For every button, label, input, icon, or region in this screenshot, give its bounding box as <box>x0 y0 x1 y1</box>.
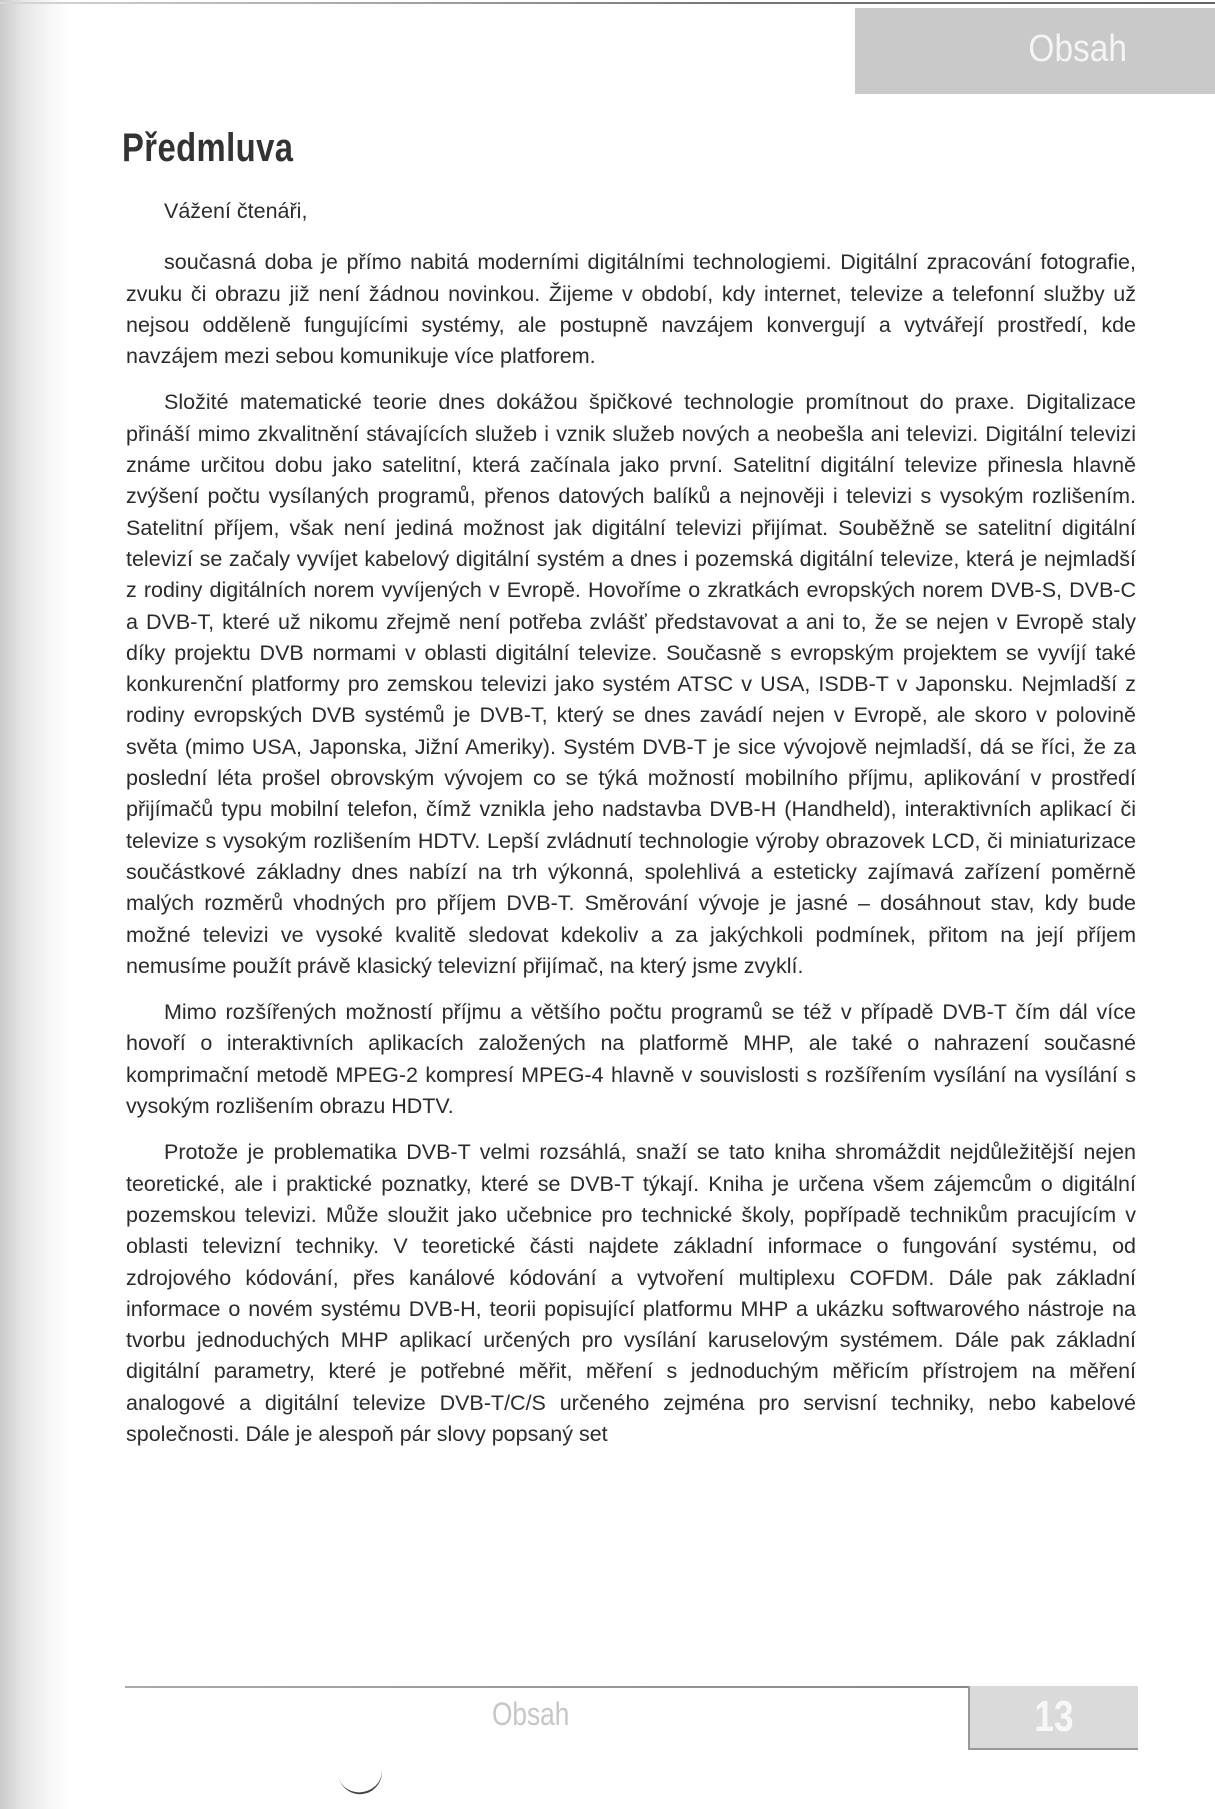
body-text <box>126 196 1136 1450</box>
page-number: 13 <box>1034 1692 1074 1741</box>
paragraph-2: Složité matematické teorie dnes dokážou špičkové technologie promítnout do praxe. Digitalizace přináší mimo zkvalitnění stávajících služeb i vznik služeb nových a neobešla ani televizi. Digitální televizi známe určitou dobu jako satelitní, která začínala jako první. Satelitní digitální televize přinesla hlavně zvýšení počtu vysílaných programů, přenos datových balíků a nejnověji i televizi s vysokým rozlišením. Satelitní příjem, však není jediná možnost jak digitální televizi přijímat. Souběžně se satelitní digitální televizí se začaly vyvíjet kabelový digitální systém a dnes i pozemská digitální televize, která je nejmladší z rodiny digitálních norem vyvíjených v Evropě. Hovoříme o zkratkách evropských norem DVB-S, DVB-C a DVB-T, které už nikomu zřejmě není potřeba zvlášť představovat a ani to, že se nejen v Evropě staly díky projektu DVB normami v oblasti digitální televize. Současně s evropským projektem se vyvíjí také konkurenční platformy pro zemskou televizi jako systém ATSC v USA, ISDB-T v Japonsku. Nejmladší z rodiny evropských DVB systémů je DVB-T, který se dnes zavádí nejen v Evropě, ale skoro v polovině světa (mimo USA, Japonska, Jižní Ameriky). Systém DVB-T je sice vývojově nejmladší, dá se říci, že za poslední léta prošel obrovským vývojem co se týká možností mobilního příjmu, aplikování v prostředí přijímačů typu mobilní telefon, čímž vznikla jeho nadstavba DVB-H (Handheld), interaktivních aplikací či televize s vysokým rozlišením HDTV. Lepší zvládnutí technologie výroby obrazovek LCD, či miniaturizace součástkové základny dnes nabízí na trh výkonná, spolehlivá a esteticky zajímavá zařízení poměrně malých rozměrů vhodných pro příjem DVB-T. Směrování vývoje je jasné – dosáhnout stav, kdy bude možné televizi ve vysoké kvalitě sledovat kdekoliv a za jakýchkoli podmínek, přitom na její příjem nemusíme použít právě klasický televizní přijímač, na který jsme zvyklí. <box>126 390 1136 978</box>
paragraph-3: Mimo rozšířených možností příjmu a většího počtu programů se též v případě DVB-T čím dál více hovoří o interaktivních aplikacích založených na platformě MHP, ale také o nahrazení současné komprimační metodě MPEG-2 kompresí MPEG-4 hlavně v souvislosti s rozšířením vysílání na vysílání s vysokým rozlišením obrazu HDTV. <box>126 1000 1136 1119</box>
header-section-tab <box>855 8 1215 94</box>
page-spine-shadow <box>0 0 70 1809</box>
greeting: Vážení čtenáři, <box>164 199 308 223</box>
page-title: Předmluva <box>122 126 294 170</box>
page-number-box <box>968 1686 1138 1750</box>
top-rule <box>0 2 1215 4</box>
footer-section-label: Obsah <box>492 1696 570 1732</box>
header-section-label: Obsah <box>1028 28 1127 70</box>
footer-rule <box>125 1686 970 1688</box>
paragraph-1: současná doba je přímo nabitá moderními digitálními technologiemi. Digitální zpracování fotografie, zvuku či obrazu již není žádnou novinkou. Žijeme v období, kdy internet, televize a telefonní služby už nejsou odděleně fungujícími systémy, ale postupně navzájem konvergují a vytvářejí prostředí, kde navzájem mezi sebou komunikuje více platforem. <box>126 250 1136 369</box>
paragraph-4: Protože je problematika DVB-T velmi rozsáhlá, snaží se tato kniha shromáždit nejdůležitější nejen teoretické, ale i praktické poznatky, které se DVB-T týkají. Kniha je určena všem zájemcům o digitální pozemskou televizi. Může sloužit jako učebnice pro technické školy, popřípadě technikům pracujícím v oblasti televizní techniky. V teoretické části najdete základní informace o fungování systému, od zdrojového kódování, přes kanálové kódování a vytvoření multiplexu COFDM. Dále pak základní informace o novém systému DVB-H, teorii popisující platformu MHP a ukázku softwarového nástroje na tvorbu jednoduchých MHP aplikací určených pro vysílání karuselovým systémem. Dále pak základní digitální parametry, které je potřebné měřit, měření s jednoduchým měřicím přístrojem na měření analogové a digitální televize DVB-T/C/S určeného zejména pro servisní techniky, nebo kabelové společnosti. Dále je alespoň pár slovy popsaný set <box>126 1140 1136 1446</box>
scan-mark <box>338 1766 386 1799</box>
